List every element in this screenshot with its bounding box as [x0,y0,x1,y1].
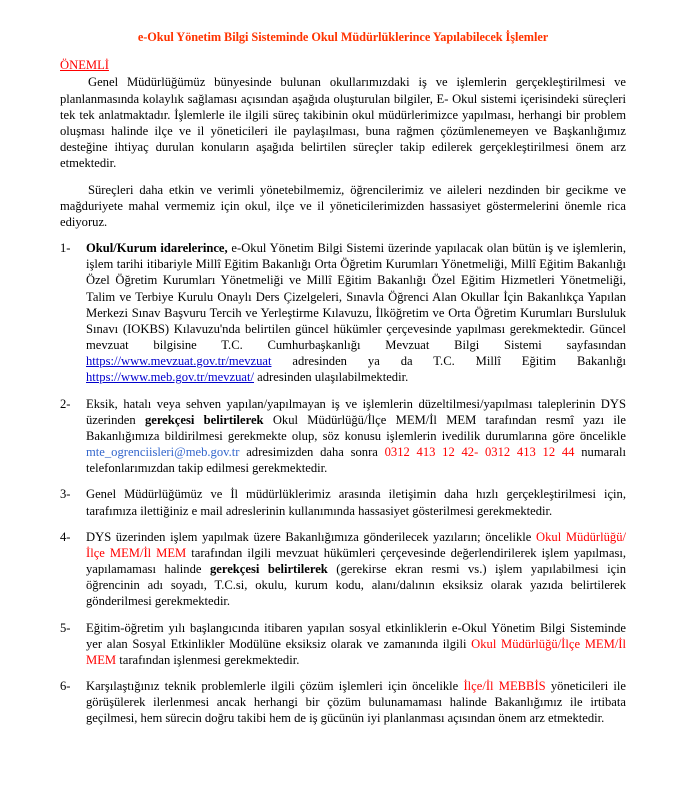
item-4-bold-1: gerekçesi belirtilerek [209,562,328,577]
item-4-highlight-authority: Okul Müdürlüğü/İlçe MEM/İl MEM [86,529,626,560]
item-4-text-2: tarafından ilgili mevzuat hükümleri çerçevesinde değerlendirilerek işlem yapılması, yapılamaması halinde [86,545,626,577]
list-item-5 [60,620,626,669]
list-item-marker: 4- [60,529,71,544]
list-item-marker: 3- [60,487,71,502]
list-item-marker: 6- [60,679,71,694]
contact-phone-numbers: 0312 413 12 42- 0312 413 12 44 [384,445,575,460]
item-1-text-1: e-Okul Yönetim Bilgi Sistemi üzerinde yapılacak olan bütün iş ve işlemlerin, işlem tarihi itibariyle Millî Eğitim Bakanlığı Orta Öğretim Kurumları Yönetmeliği, Millî Eğitim Bakanlığı Özel Öğretim Kurumları Yönetmeliği ve Millî Eğitim Bakanlığı Özel Eğitim Hizmetleri Yönetmeliği, Talim ve Terbiye Kurulu Onaylı Ders Çizelgeleri, Sınavla Öğrenci Alan Okullar İçin Bakanlıkça Yapılan Merkezi Sınav Başvuru Tercih ve Yerleştirme Kılavuzu, İlköğretim ve Orta Öğretim Kurumları Bursluluk Sınavı (IOKBS) Kılavuzu'nda belirtilen güncel hükümler çerçevesinde yapılması gerekmektedir. Güncel mevzuat bilgisine T.C. Cumhurbaşkanlığı Mevzuat Bilgi Sistemi sayfasından [86,241,626,353]
intro-paragraph-1: Genel Müdürlüğümüz bünyesinde bulunan okullarımızdaki iş ve işlemlerin gerçekleştirilmesi ve planlanmasında kolaylık sağlaması açısından aşağıda oluşturulan bilgiler, E- Okul sistemi içerisindeki süreçleri tek tek anlatmaktadır. İşlemlerle ile ilgili süreç takibinin okul müdürlerimizce yapılması, herhangi bir problem oluşması halinde ilçe ve il yöneticileri ile paylaşılması, buna rağmen çözümlenemeyen ve Başkanlığımız desteğine ihtiyaç durulan konuların aşağıda belirtilen süreçler takip edilerek gerçekleştirilmesi önem arz etmektedir. [60,75,626,171]
item-5-text-2: tarafından işlenmesi gerekmektedir. [116,652,300,667]
item-1-bold-lead: Okul/Kurum idarelerince, [86,241,228,256]
item-4-text-3: (gerekirse ekran resmi vs.) işlem yapılabilmesi için öğrencinin adı soyadı, T.C.si, okulu, kurum kodu, alanı/dalının eksiksiz olarak yazıda belirtilerek gönderilmesi gerekmektedir. [86,562,626,609]
numbered-item-list [60,240,626,727]
list-item-marker: 5- [60,620,71,635]
item-6-text-1: Karşılaştığınız teknik problemlerle ilgili çözüm işlemleri için öncelikle [86,679,464,694]
meb-gov-link[interactable]: https://www.meb.gov.tr/mevzuat/ [86,370,255,385]
item-4-text-1: DYS üzerinden işlem yapılmak üzere Bakanlığımıza gönderilecek yazıların; öncelikle [86,529,537,544]
list-item-4 [60,529,626,610]
item-2-text-1: Eksik, hatalı veya sehven yapılan/yapılmayan iş ve işlemlerin düzeltilmesi/yapılması taleplerinin DYS üzerinden [86,396,626,427]
list-item-marker: 1- [60,241,71,256]
item-6-highlight-mebbis: İlçe/İl MEBBİS [463,679,546,694]
intro-paragraph-2: Süreçleri daha etkin ve verimli yönetebilmemiz, öğrencilerimiz ve aileleri nezdinden bir gecikme ve mağduriyete mahal vermemiz için okul, ilçe ve il yöneticilerimizden hassasiyet göstermelerini önemle rica ediyoruz. [60,182,626,229]
list-item-1 [60,240,626,386]
item-2-text-2: Okul Müdürlüğü/İlçe MEM/İl MEM tarafından resmî yazı ile Bakanlığımıza bildirilmesi gerekmekte olup, söz konusu işlemlerin ivedilik durumlarına göre öncelikle [86,412,626,443]
item-6-text-2: yöneticileri ile görüşülerek ilerlenmesi ancak herhangi bir çözüm bulunamaması halinde Bakanlığımız ile irtibata geçilmesi, hem sürecin doğru takibi hem de iş gücünün iyi planlanması açısından önem arz etmektedir. [86,679,627,726]
page-title: e-Okul Yönetim Bilgi Sisteminde Okul Müdürlüklerince Yapılabilecek İşlemler [137,30,549,44]
list-item-6 [60,678,626,727]
mevzuat-gov-link[interactable]: https://www.mevzuat.gov.tr/mevzuat [86,354,272,369]
item-2-text-3: adresimizden daha sonra [239,445,385,460]
item-2-bold-1: gerekçesi belirtilerek [144,412,264,427]
item-1-text-2: adresinden ya da T.C. Millî Eğitim Bakanlığı [271,354,626,369]
item-1-text-3: adresinden ulaşılabilmektedir. [254,370,409,385]
item-5-highlight-authority: Okul Müdürlüğü/İlçe MEM/İl MEM [86,636,626,667]
item-3-text-1: Genel Müdürlüğümüz ve İl müdürlüklerimiz arasında iletişimin daha hızlı gerçekleştirilmesi için, tarafımıza ilettiğiniz e mail adreslerinin kullanımında hassasiyet gösterilmesi gerekmektedir. [86,487,626,518]
notice-heading [60,58,626,73]
contact-email-link[interactable]: mte_ogrenciisleri@meb.gov.tr [86,445,240,460]
item-2-text-4: numaralı telefonlarımızdan takip edilmesi gerekmektedir. [86,445,626,476]
item-5-text-1: Eğitim-öğretim yılı başlangıcında itibaren yapılan sosyal etkinliklerin e-Okul Yönetim Bilgi Sisteminde yer alan Sosyal Etkinlikler Modülüne eksiksiz olarak ve zamanında ilgili [86,620,626,651]
list-item-2 [60,396,626,477]
list-item-3 [60,486,626,518]
list-item-marker: 2- [60,396,71,411]
notice-heading-label: ÖNEMLİ [60,58,109,73]
